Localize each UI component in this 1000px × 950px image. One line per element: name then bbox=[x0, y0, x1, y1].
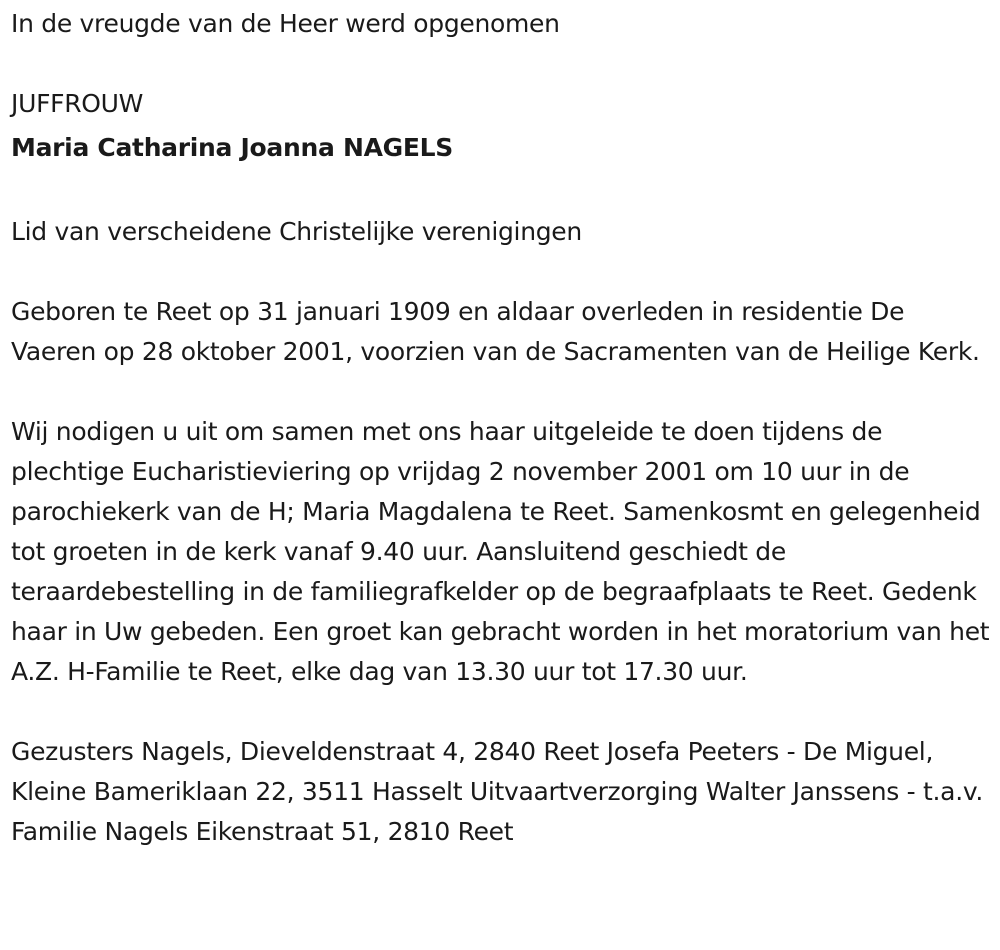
spacer bbox=[11, 44, 993, 84]
spacer bbox=[11, 172, 993, 212]
spacer bbox=[11, 692, 993, 732]
contacts-paragraph: Gezusters Nagels, Dieveldenstraat 4, 2840 Reet Josefa Peeters - De Miguel, Kleine Bameriklaan 22, 3511 Hasselt Uitvaartverzorging Walter Janssens - t.a.v. Familie Nagels Eikenstraat 51, 2810 Reet bbox=[11, 737, 984, 846]
membership-line: Lid van verscheidene Christelijke verenigingen bbox=[11, 217, 582, 246]
spacer bbox=[11, 372, 993, 412]
obituary-notice bbox=[11, 4, 993, 852]
deceased-name: Maria Catharina Joanna NAGELS bbox=[11, 133, 453, 162]
spacer bbox=[11, 252, 993, 292]
birth-death-paragraph: Geboren te Reet op 31 januari 1909 en aldaar overleden in residentie De Vaeren op 28 oktober 2001, voorzien van de Sacramenten van de Heilige Kerk. bbox=[11, 297, 980, 366]
intro-line: In de vreugde van de Heer werd opgenomen bbox=[11, 9, 560, 38]
ceremony-paragraph: Wij nodigen u uit om samen met ons haar uitgeleide te doen tijdens de plechtige Eucharistieviering op vrijdag 2 november 2001 om 10 uur in de parochiekerk van de H; Maria Magdalena te Reet. Samenkosmt en gelegenheid tot groeten in de kerk vanaf 9.40 uur. Aansluitend geschiedt de teraardebestelling in de familiegrafkelder op de begraafplaats te Reet. Gedenk haar in Uw gebeden. Een groet kan gebracht worden in het moratorium van het A.Z. H-Familie te Reet, elke dag van 13.30 uur tot 17.30 uur. bbox=[11, 417, 990, 686]
honorific: JUFFROUW bbox=[11, 89, 144, 118]
